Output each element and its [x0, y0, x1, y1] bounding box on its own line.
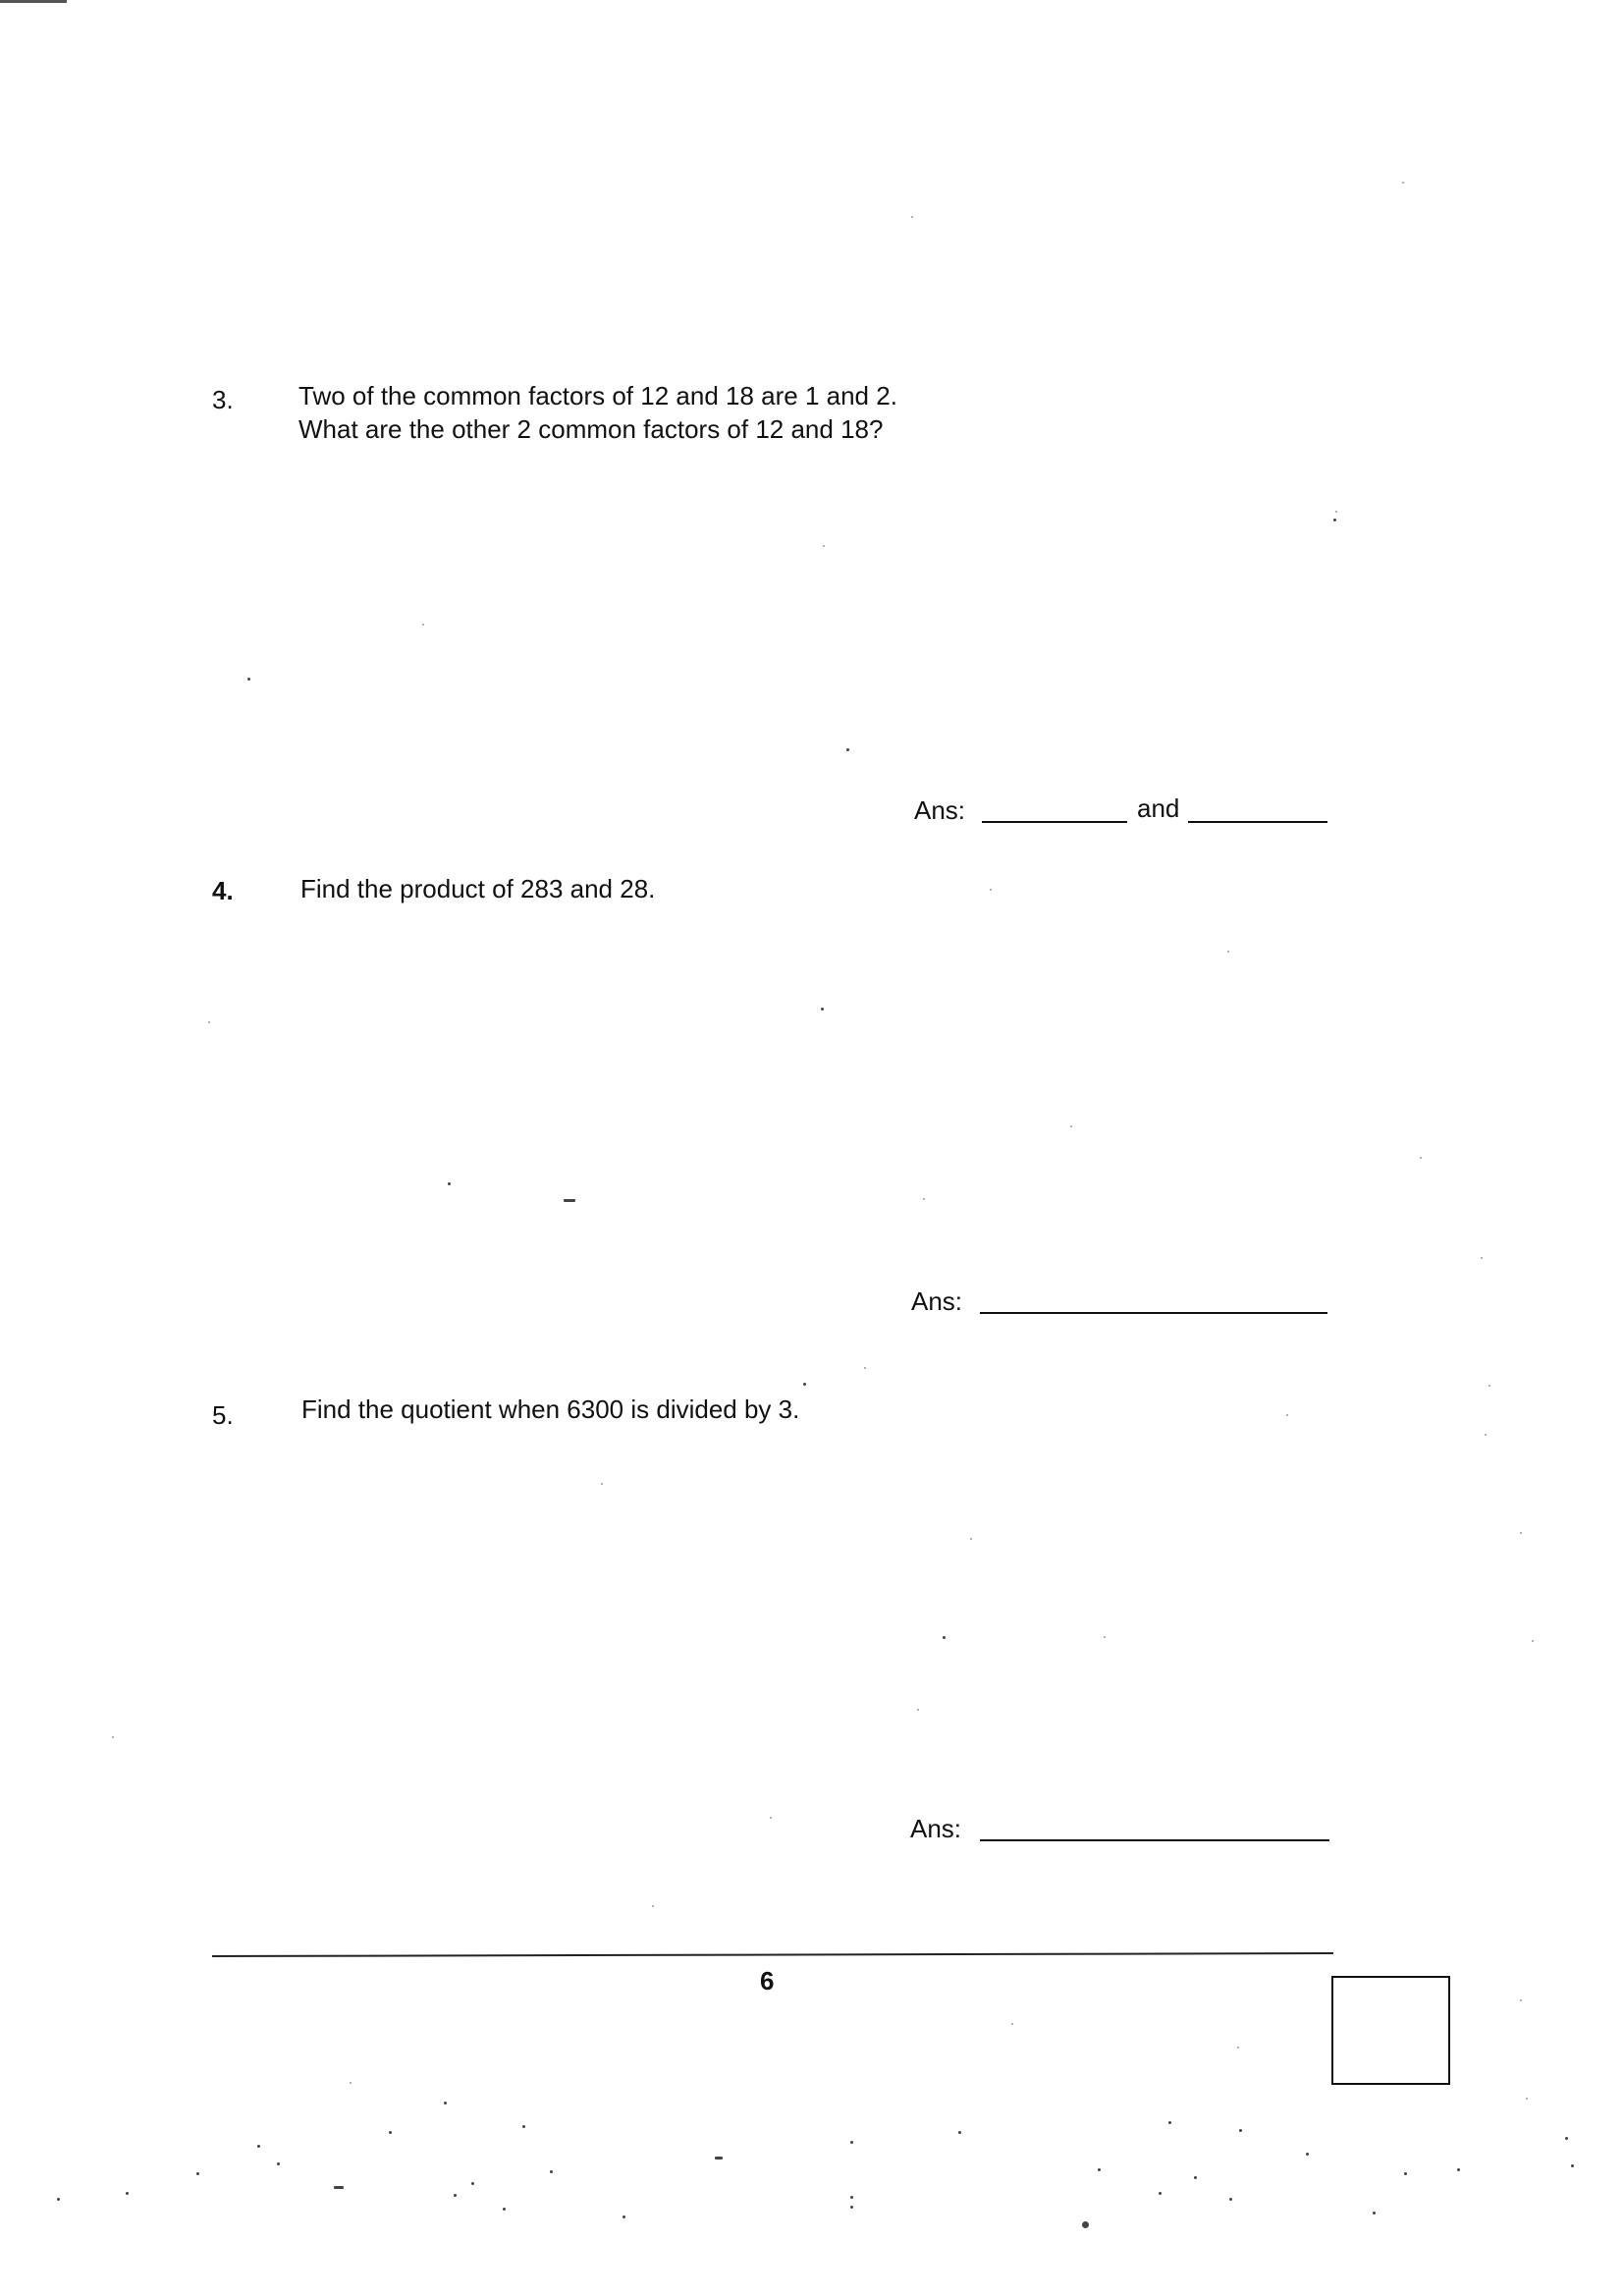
answer-label: Ans: [910, 1814, 962, 1843]
question-text-line: Find the quotient when 6300 is divided by 3. [301, 1394, 800, 1424]
question-text-line: Find the product of 283 and 28. [300, 874, 656, 903]
question-text-line: Two of the common factors of 12 and 18 are 1 and 2. [298, 381, 897, 410]
answer-label: Ans: [914, 795, 966, 825]
marks-box [1331, 1976, 1450, 2085]
question-number: 3. [212, 385, 234, 414]
answer-blank-2[interactable] [1188, 821, 1327, 823]
answer-blank-1[interactable] [982, 821, 1127, 823]
question-text-line: What are the other 2 common factors of 12 and 18? [298, 414, 884, 444]
scan-corner-mark [0, 0, 67, 3]
answer-label: Ans: [911, 1286, 963, 1316]
question-number: 4. [212, 876, 234, 905]
answer-joiner: and [1137, 793, 1180, 823]
answer-blank[interactable] [980, 1839, 1329, 1841]
footer-rule [212, 1952, 1333, 1957]
question-number: 5. [212, 1400, 234, 1430]
page-number: 6 [760, 1966, 775, 1995]
answer-blank[interactable] [980, 1312, 1327, 1314]
